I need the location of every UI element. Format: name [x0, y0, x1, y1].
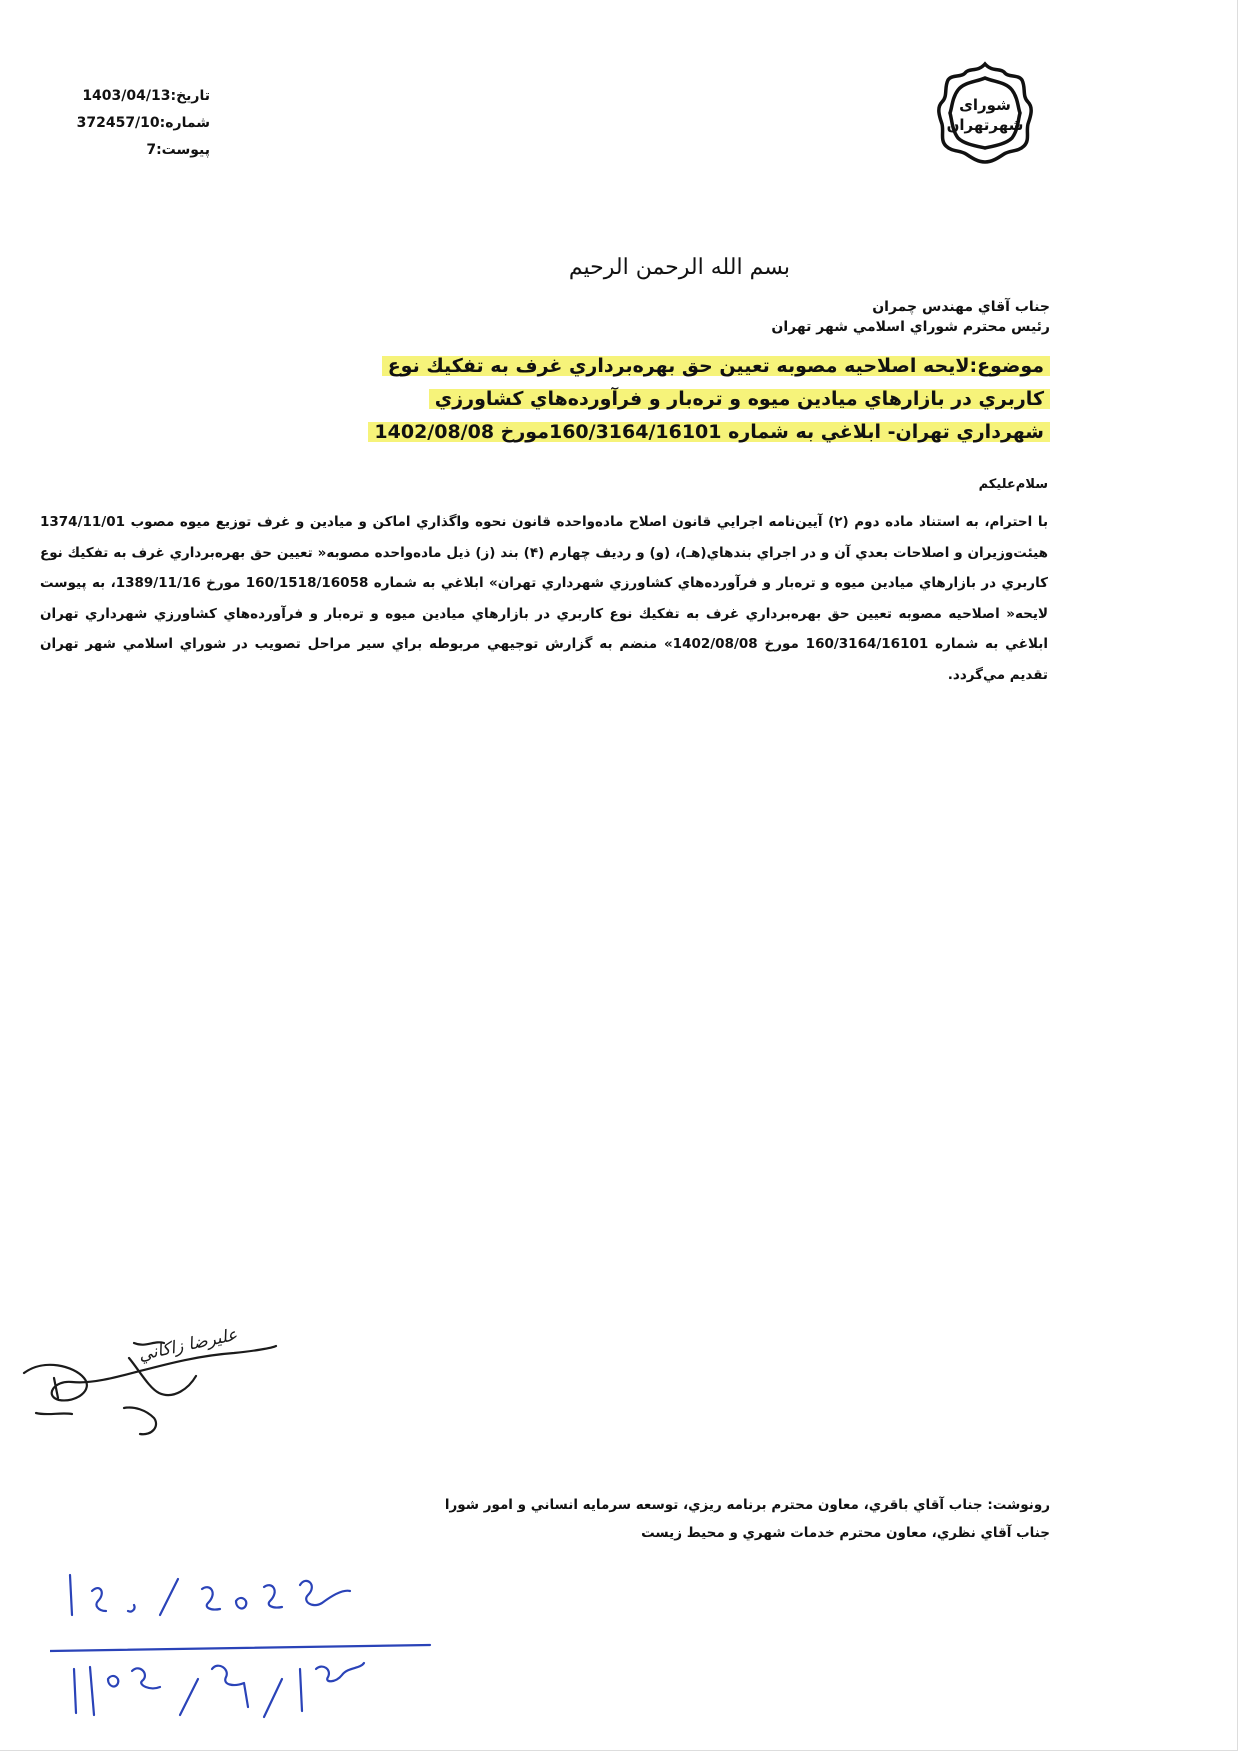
- addressee-name: جناب آقاي مهندس چمران: [872, 299, 1050, 315]
- handwritten-note-icon: [50, 1545, 470, 1725]
- svg-text:شهرتهران: شهرتهران: [946, 116, 1024, 134]
- addressee-block: [600, 297, 1050, 337]
- cc-line-2: جناب آقاي نظري، معاون محترم خدمات شهري و محيط زيست: [641, 1525, 1050, 1541]
- greeting: سلام‌عليكم: [978, 477, 1048, 492]
- handwritten-note-line-1: ۱۲۰/۲۰۲۵: [250, 1557, 255, 1558]
- subject-block: [330, 350, 1050, 449]
- letter-number: شماره:372457/10: [76, 115, 210, 131]
- letter-date: تاریخ:1403/04/13: [82, 88, 210, 104]
- svg-text:شورای: شورای: [959, 96, 1011, 114]
- letter-meta: [40, 83, 210, 164]
- subject-line-3: شهرداري تهران- ابلاغي به شماره 160/3164/16101مورخ 1402/08/08: [368, 420, 1050, 444]
- subject-line-2: كاربري در بازارهاي ميادين ميوه و تره‌بار و فرآورده‌هاي كشاورزي: [429, 387, 1050, 411]
- letter-attachment: پیوست:7: [146, 142, 210, 158]
- carbon-copy-block: [440, 1491, 1050, 1547]
- addressee-title: رئيس محترم شوراي اسلامي شهر تهران: [771, 319, 1050, 335]
- subject-line-1: موضوع:لايحه اصلاحيه مصوبه تعيين حق بهره‌برداري غرف به تفكيك نوع: [382, 354, 1050, 378]
- basmala-heading: بسم الله الرحمن الرحيم: [568, 255, 790, 280]
- letter-body: با احترام، به استناد ماده دوم (۲) آيين‌نامه اجرايي قانون اصلاح ماده‌واحده قانون نحوه واگذاري اماكن و ميادين و غرف توزيع ميوه مصوب 1374/11/01 هيئت‌وزيران و اصلاحات بعدي آن و در اجراي بندهاي(هـ)، (و) و رديف چهارم (۴) بند (ز) ذيل ماده‌واحده مصوبه« تعيين حق بهره‌برداري غرف به تفكيك نوع كاربري در بازارهاي ميادين ميوه و تره‌بار و فرآورده‌هاي كشاورزي شهرداري تهران» ابلاغي به شماره 160/1518/16058 مورخ 1389/11/16، به پيوست لايحه« اصلاحيه مصوبه تعيين حق بهره‌برداري غرف به تفكيك نوع كاربري در بازارهاي ميادين ميوه و تره‌بار و فرآورده‌هاي كشاورزي شهرداري تهران ابلاغي به شماره 160/3164/16101 مورخ 1402/08/08» منضم به گزارش توجيهي مربوطه براي سير مراحل تصويب در شوراي اسلامي شهر تهران تقديم مي‌گردد.: [40, 514, 1049, 683]
- cc-line-1: رونوشت: جناب آقاي باقري، معاون محترم برنامه ريزي، توسعه سرمايه انساني و امور شورا: [444, 1497, 1050, 1513]
- handwritten-note-line-2: ۱۴۰۲/۴/۱۳: [250, 1561, 255, 1562]
- handwritten-signature-icon: [14, 1318, 294, 1448]
- shora-tehran-logo-icon: [930, 58, 1040, 168]
- svg-text:عليرضا زاكاني: عليرضا زاكاني: [136, 1324, 240, 1366]
